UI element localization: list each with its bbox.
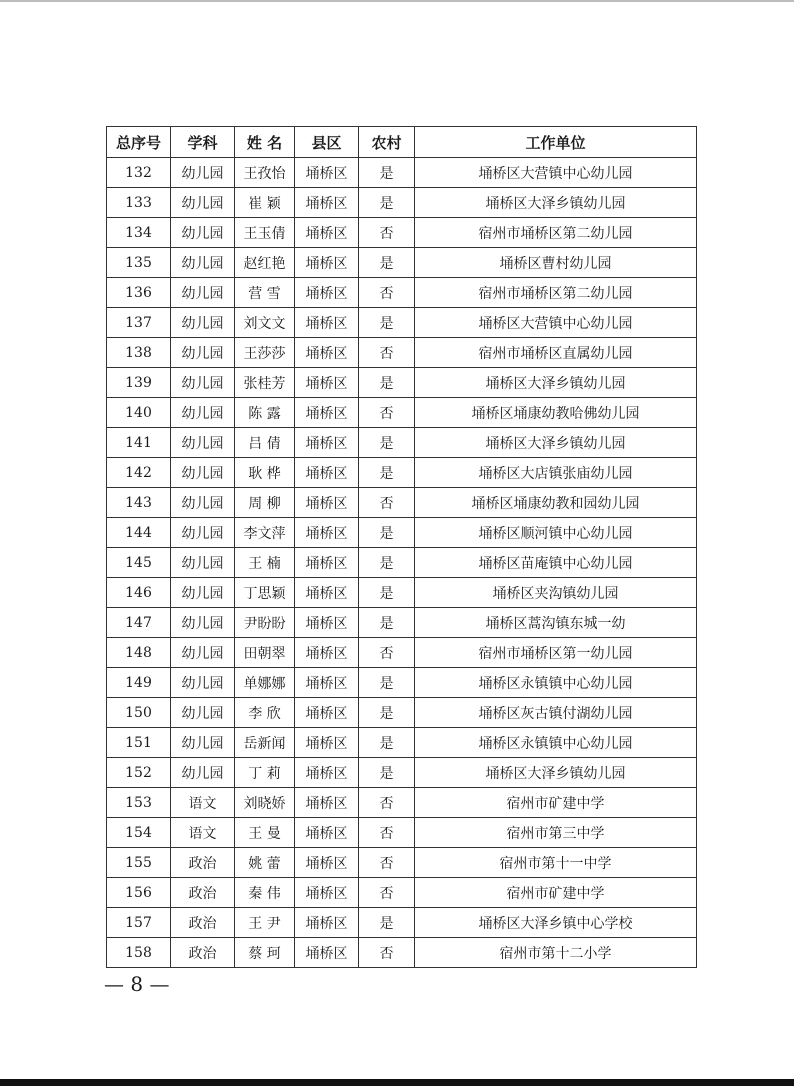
cell-work-unit: 宿州市第三中学 — [415, 818, 697, 848]
header-county: 县区 — [295, 127, 359, 158]
cell-county: 埇桥区 — [295, 758, 359, 788]
cell-county: 埇桥区 — [295, 788, 359, 818]
cell-county: 埇桥区 — [295, 668, 359, 698]
cell-county: 埇桥区 — [295, 938, 359, 968]
table-row — [107, 668, 697, 698]
table-row — [107, 578, 697, 608]
cell-serial-number: 132 — [107, 158, 171, 188]
cell-county: 埇桥区 — [295, 878, 359, 908]
cell-subject: 幼儿园 — [171, 338, 235, 368]
cell-county: 埇桥区 — [295, 728, 359, 758]
cell-serial-number: 139 — [107, 368, 171, 398]
cell-serial-number: 148 — [107, 638, 171, 668]
table-row — [107, 398, 697, 428]
cell-work-unit: 埇桥区大店镇张庙幼儿园 — [415, 458, 697, 488]
table-row — [107, 878, 697, 908]
cell-county: 埇桥区 — [295, 218, 359, 248]
cell-work-unit: 埇桥区灰古镇付湖幼儿园 — [415, 698, 697, 728]
cell-work-unit: 埇桥区大泽乡镇幼儿园 — [415, 188, 697, 218]
cell-name: 姚 蕾 — [235, 848, 295, 878]
cell-work-unit: 宿州市埇桥区直属幼儿园 — [415, 338, 697, 368]
table-row — [107, 278, 697, 308]
cell-subject: 幼儿园 — [171, 638, 235, 668]
cell-rural: 否 — [359, 818, 415, 848]
cell-serial-number: 145 — [107, 548, 171, 578]
header-rural: 农村 — [359, 127, 415, 158]
cell-rural: 是 — [359, 428, 415, 458]
cell-name: 周 柳 — [235, 488, 295, 518]
table-row — [107, 788, 697, 818]
cell-subject: 幼儿园 — [171, 728, 235, 758]
header-work-unit: 工作单位 — [415, 127, 697, 158]
cell-rural: 否 — [359, 398, 415, 428]
table-row — [107, 188, 697, 218]
cell-work-unit: 宿州市埇桥区第二幼儿园 — [415, 218, 697, 248]
cell-serial-number: 143 — [107, 488, 171, 518]
cell-name: 王 曼 — [235, 818, 295, 848]
cell-work-unit: 埇桥区曹村幼儿园 — [415, 248, 697, 278]
cell-rural: 是 — [359, 368, 415, 398]
cell-work-unit: 宿州市第十一中学 — [415, 848, 697, 878]
cell-rural: 是 — [359, 548, 415, 578]
cell-serial-number: 158 — [107, 938, 171, 968]
cell-name: 丁思颖 — [235, 578, 295, 608]
cell-serial-number: 157 — [107, 908, 171, 938]
cell-name: 崔 颖 — [235, 188, 295, 218]
cell-name: 营 雪 — [235, 278, 295, 308]
cell-rural: 是 — [359, 248, 415, 278]
cell-subject: 政治 — [171, 848, 235, 878]
cell-work-unit: 埇桥区苗庵镇中心幼儿园 — [415, 548, 697, 578]
cell-work-unit: 埇桥区大营镇中心幼儿园 — [415, 308, 697, 338]
table-row — [107, 248, 697, 278]
table-row — [107, 158, 697, 188]
cell-rural: 是 — [359, 758, 415, 788]
cell-county: 埇桥区 — [295, 458, 359, 488]
cell-work-unit: 埇桥区大泽乡镇中心学校 — [415, 908, 697, 938]
cell-rural: 否 — [359, 218, 415, 248]
cell-name: 陈 露 — [235, 398, 295, 428]
cell-subject: 幼儿园 — [171, 518, 235, 548]
cell-work-unit: 埇桥区夹沟镇幼儿园 — [415, 578, 697, 608]
table-row — [107, 338, 697, 368]
cell-subject: 幼儿园 — [171, 398, 235, 428]
cell-work-unit: 埇桥区蒿沟镇东城一幼 — [415, 608, 697, 638]
cell-serial-number: 138 — [107, 338, 171, 368]
table-row — [107, 638, 697, 668]
cell-name: 刘文文 — [235, 308, 295, 338]
cell-serial-number: 156 — [107, 878, 171, 908]
cell-county: 埇桥区 — [295, 188, 359, 218]
table-row — [107, 368, 697, 398]
cell-work-unit: 埇桥区埇康幼教和园幼儿园 — [415, 488, 697, 518]
cell-rural: 否 — [359, 638, 415, 668]
cell-work-unit: 埇桥区大泽乡镇幼儿园 — [415, 428, 697, 458]
cell-county: 埇桥区 — [295, 248, 359, 278]
cell-county: 埇桥区 — [295, 818, 359, 848]
scan-top-edge — [0, 0, 794, 2]
cell-rural: 是 — [359, 158, 415, 188]
cell-subject: 幼儿园 — [171, 758, 235, 788]
cell-subject: 幼儿园 — [171, 368, 235, 398]
cell-work-unit: 埇桥区顺河镇中心幼儿园 — [415, 518, 697, 548]
table-row — [107, 308, 697, 338]
cell-county: 埇桥区 — [295, 368, 359, 398]
table-row — [107, 728, 697, 758]
cell-county: 埇桥区 — [295, 398, 359, 428]
cell-county: 埇桥区 — [295, 158, 359, 188]
cell-subject: 幼儿园 — [171, 578, 235, 608]
cell-work-unit: 宿州市矿建中学 — [415, 788, 697, 818]
cell-county: 埇桥区 — [295, 908, 359, 938]
cell-county: 埇桥区 — [295, 278, 359, 308]
cell-subject: 政治 — [171, 908, 235, 938]
cell-serial-number: 155 — [107, 848, 171, 878]
cell-rural: 否 — [359, 878, 415, 908]
cell-name: 李文萍 — [235, 518, 295, 548]
cell-serial-number: 149 — [107, 668, 171, 698]
cell-county: 埇桥区 — [295, 698, 359, 728]
cell-name: 岳新闻 — [235, 728, 295, 758]
cell-rural: 是 — [359, 608, 415, 638]
cell-serial-number: 150 — [107, 698, 171, 728]
cell-serial-number: 146 — [107, 578, 171, 608]
cell-name: 吕 倩 — [235, 428, 295, 458]
cell-serial-number: 134 — [107, 218, 171, 248]
cell-subject: 幼儿园 — [171, 188, 235, 218]
cell-work-unit: 埇桥区大泽乡镇幼儿园 — [415, 368, 697, 398]
table-row — [107, 608, 697, 638]
header-subject: 学科 — [171, 127, 235, 158]
cell-rural: 否 — [359, 488, 415, 518]
cell-serial-number: 147 — [107, 608, 171, 638]
cell-rural: 是 — [359, 518, 415, 548]
cell-work-unit: 宿州市第十二小学 — [415, 938, 697, 968]
cell-name: 单娜娜 — [235, 668, 295, 698]
cell-work-unit: 埇桥区永镇镇中心幼儿园 — [415, 728, 697, 758]
table-row — [107, 818, 697, 848]
cell-subject: 幼儿园 — [171, 458, 235, 488]
cell-name: 尹盼盼 — [235, 608, 295, 638]
cell-rural: 是 — [359, 308, 415, 338]
cell-serial-number: 136 — [107, 278, 171, 308]
cell-subject: 幼儿园 — [171, 488, 235, 518]
roster-table — [106, 126, 697, 968]
header-serial-number: 总序号 — [107, 127, 171, 158]
cell-county: 埇桥区 — [295, 578, 359, 608]
cell-serial-number: 154 — [107, 818, 171, 848]
cell-county: 埇桥区 — [295, 638, 359, 668]
cell-county: 埇桥区 — [295, 548, 359, 578]
cell-work-unit: 宿州市埇桥区第一幼儿园 — [415, 638, 697, 668]
cell-work-unit: 宿州市矿建中学 — [415, 878, 697, 908]
cell-rural: 是 — [359, 578, 415, 608]
table-row — [107, 848, 697, 878]
cell-subject: 幼儿园 — [171, 158, 235, 188]
cell-serial-number: 135 — [107, 248, 171, 278]
cell-county: 埇桥区 — [295, 848, 359, 878]
cell-name: 王 楠 — [235, 548, 295, 578]
cell-subject: 幼儿园 — [171, 308, 235, 338]
header-name: 姓 名 — [235, 127, 295, 158]
cell-county: 埇桥区 — [295, 488, 359, 518]
table-header — [107, 127, 697, 158]
cell-name: 王孜怡 — [235, 158, 295, 188]
cell-work-unit: 埇桥区永镇镇中心幼儿园 — [415, 668, 697, 698]
cell-work-unit: 埇桥区大泽乡镇幼儿园 — [415, 758, 697, 788]
cell-rural: 否 — [359, 848, 415, 878]
table-row — [107, 938, 697, 968]
cell-serial-number: 152 — [107, 758, 171, 788]
cell-county: 埇桥区 — [295, 338, 359, 368]
header-row — [107, 127, 697, 158]
cell-rural: 是 — [359, 698, 415, 728]
cell-rural: 是 — [359, 728, 415, 758]
cell-county: 埇桥区 — [295, 428, 359, 458]
cell-subject: 幼儿园 — [171, 218, 235, 248]
cell-county: 埇桥区 — [295, 518, 359, 548]
cell-work-unit: 埇桥区大营镇中心幼儿园 — [415, 158, 697, 188]
cell-subject: 幼儿园 — [171, 608, 235, 638]
cell-serial-number: 153 — [107, 788, 171, 818]
cell-serial-number: 142 — [107, 458, 171, 488]
cell-work-unit: 埇桥区埇康幼教哈佛幼儿园 — [415, 398, 697, 428]
cell-serial-number: 140 — [107, 398, 171, 428]
cell-serial-number: 151 — [107, 728, 171, 758]
cell-rural: 否 — [359, 788, 415, 818]
cell-subject: 幼儿园 — [171, 668, 235, 698]
cell-name: 耿 桦 — [235, 458, 295, 488]
page-number: — 8 — — [104, 972, 170, 996]
table-row — [107, 698, 697, 728]
cell-serial-number: 137 — [107, 308, 171, 338]
cell-rural: 否 — [359, 278, 415, 308]
table-body — [107, 158, 697, 968]
cell-name: 李 欣 — [235, 698, 295, 728]
cell-subject: 语文 — [171, 788, 235, 818]
table-row — [107, 908, 697, 938]
cell-name: 王莎莎 — [235, 338, 295, 368]
cell-name: 王 尹 — [235, 908, 295, 938]
cell-name: 刘晓娇 — [235, 788, 295, 818]
cell-subject: 幼儿园 — [171, 278, 235, 308]
cell-rural: 否 — [359, 338, 415, 368]
scan-bottom-edge — [0, 1079, 794, 1086]
cell-subject: 幼儿园 — [171, 698, 235, 728]
table-row — [107, 218, 697, 248]
cell-subject: 幼儿园 — [171, 428, 235, 458]
table-row — [107, 458, 697, 488]
cell-name: 蔡 珂 — [235, 938, 295, 968]
table-row — [107, 758, 697, 788]
cell-subject: 政治 — [171, 938, 235, 968]
cell-name: 田朝翠 — [235, 638, 295, 668]
cell-name: 王玉倩 — [235, 218, 295, 248]
cell-serial-number: 133 — [107, 188, 171, 218]
table-row — [107, 428, 697, 458]
cell-serial-number: 141 — [107, 428, 171, 458]
cell-name: 赵红艳 — [235, 248, 295, 278]
cell-rural: 是 — [359, 908, 415, 938]
cell-name: 丁 莉 — [235, 758, 295, 788]
cell-rural: 否 — [359, 938, 415, 968]
cell-rural: 是 — [359, 188, 415, 218]
cell-rural: 是 — [359, 668, 415, 698]
cell-name: 秦 伟 — [235, 878, 295, 908]
cell-subject: 幼儿园 — [171, 548, 235, 578]
table-row — [107, 488, 697, 518]
cell-serial-number: 144 — [107, 518, 171, 548]
cell-name: 张桂芳 — [235, 368, 295, 398]
cell-subject: 幼儿园 — [171, 248, 235, 278]
table-row — [107, 548, 697, 578]
cell-work-unit: 宿州市埇桥区第二幼儿园 — [415, 278, 697, 308]
cell-subject: 政治 — [171, 878, 235, 908]
cell-county: 埇桥区 — [295, 608, 359, 638]
table-row — [107, 518, 697, 548]
cell-county: 埇桥区 — [295, 308, 359, 338]
cell-subject: 语文 — [171, 818, 235, 848]
cell-rural: 是 — [359, 458, 415, 488]
